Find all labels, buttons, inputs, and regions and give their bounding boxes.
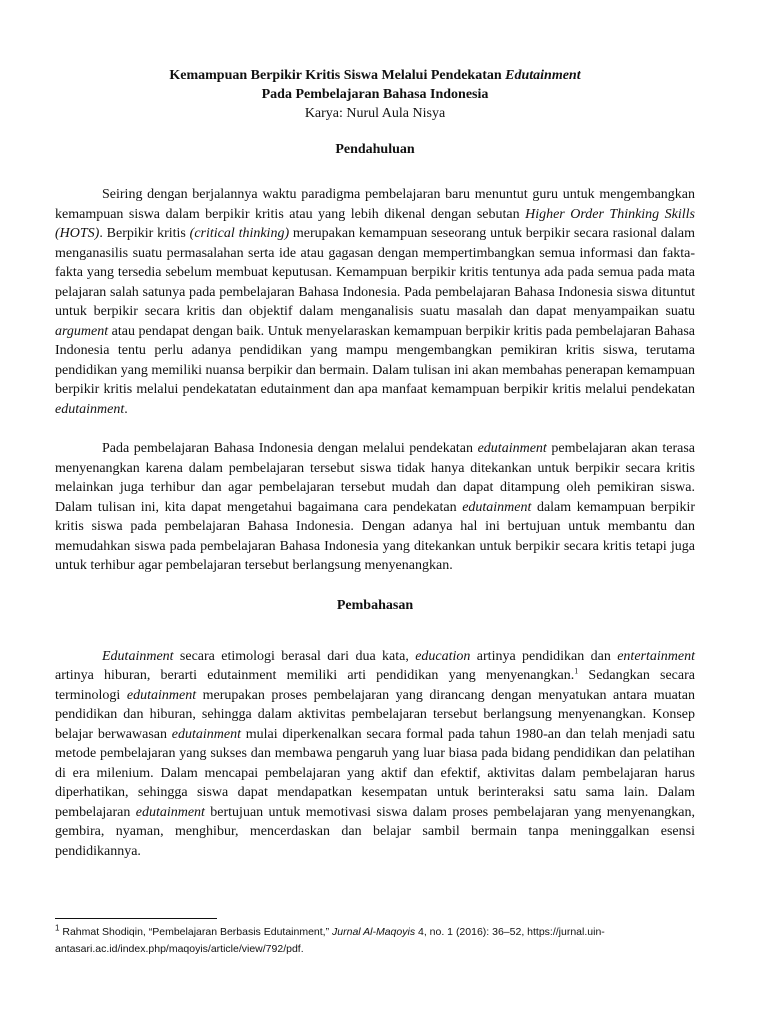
discussion-paragraph-1: Edutainment secara etimologi berasal dari dua kata, education artinya pendidikan dan entertainment artinya hiburan, berarti edutainment memiliki arti pendidikan yang menyenangkan.$^1$ Sedangkan secara terminologi edutainment merupakan proses pembelajaran yang dirancang dengan menyatukan antara muatan pendidikan dan hiburan, sehingga dalam aktivitas pembelajaran tersebut berlangsung menyenangkan. Konsep belajar berwawasan edutainment mulai diperkenalkan secara formal pada tahun 1980-an dan telah menjadi satu metode pembelajaran yang sukses dan membawa pengaruh yang luar biasa pada bidang pendidikan dan pelatihan di era milenium. Dalam mencapai pembelajaran yang aktif dan efektif, aktivitas dalam pembelajaran harus diperhatikan, sehingga siswa dapat mendapatkan kesempatan untuk berinteraksi satu sama lain. Dalam pembelajaran edutainment bertujuan untuk memotivasi siswa dalam proses pembelajaran yang menyenangkan, gembira, nyaman, menghibur, mencerdaskan dan belajar sambil bermain tanpa meninggalkan esensi pendidikannya. — [55, 648, 695, 859]
footnote-separator — [55, 918, 217, 919]
section-heading-intro: Pendahuluan — [335, 142, 415, 157]
title-text: Kemampuan Berpikir Kritis Siswa Melalui Pendekatan — [169, 68, 506, 83]
intro-paragraph-1: Seiring dengan berjalannya waktu paradigma pembelajaran baru menuntut guru untuk mengembangkan kemampuan siswa dalam berpikir kritis atau yang lebih dikenal dengan sebutan Higher Order Thinking Skills (HOTS). Berpikir kritis (critical thinking) merupakan kemampuan seseorang untuk berpikir secara rasional dalam menganasilis suatu permasalahan serta ide atau gagasan dengan mempertimbangkan semua informasi dan fakta-fakta yang tersedia sebelum membuat keputusan. Kemampuan berpikir kritis tentunya ada pada semua pada mata pelajaran salah satunya pada pembelajaran Bahasa Indonesia. Pada pembelajaran Bahasa Indonesia siswa dituntut untuk berpikir secara kritis dan objektif dalam menganalisis suatu masalah dan dapat menyampaikan suatu argument atau pendapat dengan baik. Untuk menyelaraskan kemampuan berpikir kritis pada pembelajaran Bahasa Indonesia tentu perlu adanya pendidikan yang mampu mengembangkan pemikiran kritis siswa, terutama pendidikan yang memiliki nuansa berpikir dan bermain. Dalam tulisan ini akan membahas penerapan kemampuan berpikir kritis melalui pendekatatan edutainment dan apa manfaat kemampuan berpikir kritis melalui pendekatan edutainment. — [55, 187, 695, 417]
document-page — [55, 66, 695, 861]
document-title-line2: Pada Pembelajaran Bahasa Indonesia — [261, 87, 489, 102]
document-title-line1 — [55, 66, 695, 85]
intro-paragraph-2: Pada pembelajaran Bahasa Indonesia dengan melalui pendekatan edutainment pembelajaran akan terasa menyenangkan karena dalam pembelajaran tersebut siswa tidak hanya ditekankan untuk berpikir secara kritis melainkan juga terhibur dan agar pembelajaran tersebut mudah dan dapat ditampung oleh pemikiran siswa. Dalam tulisan ini, kita dapat mengetahui bagaimana cara pendekatan edutainment dalam kemampuan berpikir kritis siswa pada pembelajaran Bahasa Indonesia. Dengan adanya hal ini bertujuan untuk membantu dan memudahkan siswa pada pembelajaran Bahasa Indonesia yang ditekankan untuk berpikir secara kritis tetapi juga untuk terhibur agar pembelajaran tersebut berlangsung menyenangkan. — [55, 441, 696, 573]
footnote-reference[interactable]: 1 — [574, 666, 579, 676]
document-author: Karya: Nurul Aula Nisya — [304, 106, 446, 121]
title-italic-text: Edutainment — [505, 68, 581, 83]
section-heading-discussion: Pembahasan — [336, 597, 414, 613]
footnote-number: 1 — [55, 923, 60, 933]
footnote: $^1$ Rahmat Shodiqin, “Pembelajaran Berbasis Edutainment,” Jurnal Al-Maqoyis 4, no. 1 (2016): 36–52, https://jurnal.uin-antasari.ac.id/index.php/maqoyis/article/view/792/pdf. — [55, 923, 605, 955]
